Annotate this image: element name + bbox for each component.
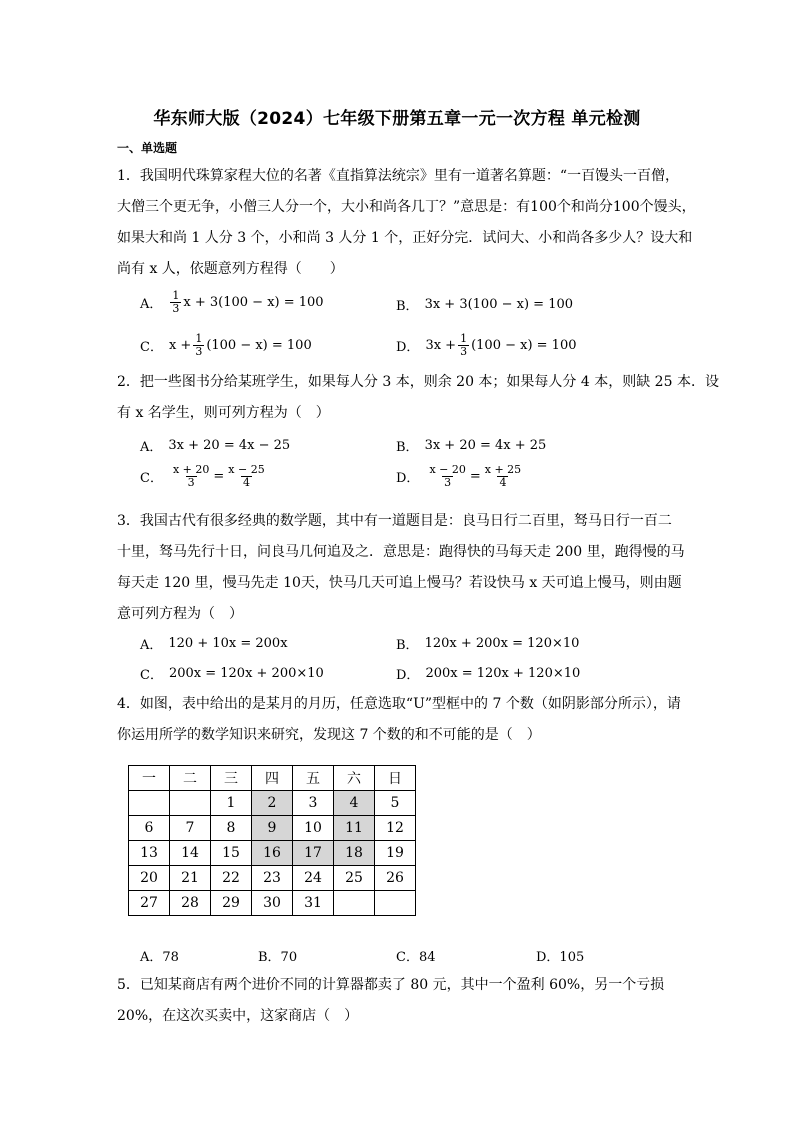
q1-option-c[interactable] (140, 333, 312, 358)
weekday-header: 六 (334, 766, 375, 791)
q3-option-a[interactable] (140, 634, 288, 653)
calendar-cell (129, 791, 170, 816)
fraction: $\frac{1}{3}$ (460, 332, 468, 358)
fraction: $\frac{x + 20}{3}$ (172, 463, 210, 489)
question-line: 每天走 120 里，慢马先走 10天，快马几天可追上慢马？若设快马 x 天可追上慢马，则由题 (117, 575, 682, 591)
question-4-stem (117, 689, 687, 751)
calendar-cell: 12 (375, 816, 416, 841)
option-label: D． (396, 471, 420, 486)
q2-option-b[interactable] (396, 436, 546, 455)
fraction: $\frac{1}{3}$ (172, 289, 180, 315)
question-3-stem (117, 506, 687, 630)
question-line: 你运用所学的数学知识来研究，发现这 7 个数的和不可能的是（ ） (117, 727, 541, 743)
calendar-cell-shaded: 18 (334, 841, 375, 866)
option-label: C． (140, 340, 163, 355)
option-expression: 120 + 10x = 200x (168, 636, 288, 651)
question-5-stem (117, 970, 687, 1032)
option-label: A． (140, 440, 163, 455)
question-line: 3．我国古代有很多经典的数学题，其中有一道题目是：良马日行二百里，驽马日行一百二 (117, 513, 672, 529)
q1-option-b[interactable] (396, 295, 573, 314)
question-2-stem (117, 367, 719, 429)
q2-option-d[interactable] (396, 464, 525, 489)
fraction: $\frac{1}{3}$ (195, 332, 203, 358)
weekday-header: 日 (375, 766, 416, 791)
question-line: 尚有 x 人，依题意列方程得（ ） (117, 261, 344, 277)
q3-option-b[interactable] (396, 634, 579, 653)
question-line: 4．如图，表中给出的是某月的月历，任意选取“U”型框中的 7 个数（如阴影部分所示），请 (117, 696, 681, 712)
weekday-header: 一 (129, 766, 170, 791)
question-line: 有 x 名学生，则可列方程为（ ） (117, 405, 330, 421)
calendar-cell-shaded: 17 (293, 841, 334, 866)
question-line: 20%，在这次买卖中，这家商店（ ） (117, 1008, 359, 1024)
question-line: 十里，驽马先行十日，问良马几何追及之．意思是：跑得快的马每天走 200 里，跑得慢的马 (117, 544, 685, 560)
question-line: 2．把一些图书分给某班学生，如果每人分 3 本，则余 20 本；如果每人分 4 本，则缺 25 本．设 (117, 374, 719, 390)
question-1-stem (117, 161, 696, 285)
equals-sign: = (213, 469, 225, 484)
question-line: 5．已知某商店有两个进价不同的计算器都卖了 80 元，其中一个盈利 60%，另一个亏损 (117, 977, 665, 993)
option-expression-tail: (100 − x) = 100 (471, 338, 577, 353)
question-line: 大僧三个更无争，小僧三人分一个，大小和尚各几丁？”意思是：有100个和尚分100个馒头， (117, 199, 696, 215)
option-expression: x + 3(100 − x) = 100 (183, 295, 324, 310)
q1-option-a[interactable] (140, 290, 324, 315)
option-label: A． (140, 297, 163, 312)
option-label: D． (396, 340, 420, 355)
q2-option-a[interactable] (140, 436, 290, 455)
fraction: $\frac{x - 20}{3}$ (429, 463, 466, 489)
question-line: 1．我国明代珠算家程大位的名著《直指算法统宗》里有一道著名算题：“一百馒头一百僧， (117, 168, 680, 184)
option-expression: 120x + 200x = 120×10 (424, 636, 580, 651)
calendar-cell: 24 (293, 866, 334, 891)
calendar-cell: 5 (375, 791, 416, 816)
calendar-cell: 28 (170, 891, 211, 916)
calendar-table (128, 765, 416, 916)
option-label: D． (396, 668, 420, 683)
q4-option-c[interactable]: C．84 (396, 950, 436, 965)
calendar-cell-shaded: 9 (252, 816, 293, 841)
calendar-cell: 8 (211, 816, 252, 841)
calendar-row (129, 791, 416, 816)
option-expression: 3x + 20 = 4x + 25 (424, 438, 547, 453)
q4-option-a[interactable]: A．78 (140, 950, 179, 965)
calendar-cell-shaded: 4 (334, 791, 375, 816)
calendar-cell: 1 (211, 791, 252, 816)
calendar-cell: 3 (293, 791, 334, 816)
fraction: $\frac{x + 25}{4}$ (484, 463, 522, 489)
calendar-cell: 6 (129, 816, 170, 841)
calendar-header-row (129, 766, 416, 791)
calendar-cell: 20 (129, 866, 170, 891)
q4-option-d[interactable]: D．105 (536, 950, 585, 965)
option-expression-tail: (100 − x) = 100 (206, 338, 312, 353)
calendar-cell-shaded: 16 (252, 841, 293, 866)
calendar-cell: 21 (170, 866, 211, 891)
option-expression-head: x + (168, 338, 192, 353)
calendar-cell: 10 (293, 816, 334, 841)
q1-option-d[interactable] (396, 333, 577, 358)
q3-option-d[interactable] (396, 664, 580, 683)
q4-option-b[interactable]: B．70 (258, 950, 298, 965)
calendar-cell: 25 (334, 866, 375, 891)
calendar-cell (334, 891, 375, 916)
calendar-cell: 29 (211, 891, 252, 916)
calendar-cell: 14 (170, 841, 211, 866)
option-expression-head: 3x + (425, 338, 457, 353)
calendar-cell: 31 (293, 891, 334, 916)
option-label: B． (396, 299, 419, 314)
calendar-cell: 26 (375, 866, 416, 891)
calendar-cell: 27 (129, 891, 170, 916)
q3-option-c[interactable] (140, 664, 324, 683)
option-label: B． (396, 440, 419, 455)
equals-sign: = (469, 469, 481, 484)
calendar-cell: 19 (375, 841, 416, 866)
option-label: C． (140, 471, 163, 486)
q2-option-c[interactable] (140, 464, 269, 489)
weekday-header: 二 (170, 766, 211, 791)
calendar-cell: 23 (252, 866, 293, 891)
option-expression: 3x + 3(100 − x) = 100 (424, 297, 574, 312)
calendar-cell-shaded: 11 (334, 816, 375, 841)
calendar-cell (375, 891, 416, 916)
calendar-row (129, 866, 416, 891)
weekday-header: 四 (252, 766, 293, 791)
calendar-cell: 30 (252, 891, 293, 916)
page-title: 华东师大版（2024）七年级下册第五章一元一次方程 单元检测 (153, 109, 641, 129)
calendar-cell-shaded: 2 (252, 791, 293, 816)
question-line: 意可列方程为（ ） (117, 606, 243, 622)
option-label: C． (140, 668, 163, 683)
option-label: A． (140, 638, 163, 653)
calendar-row (129, 816, 416, 841)
calendar-cell: 15 (211, 841, 252, 866)
weekday-header: 三 (211, 766, 252, 791)
calendar-cell: 22 (211, 866, 252, 891)
fraction: $\frac{x - 25}{4}$ (228, 463, 265, 489)
section-heading: 一、单选题 (117, 141, 178, 155)
calendar-row (129, 841, 416, 866)
weekday-header: 五 (293, 766, 334, 791)
option-expression: 200x = 120x + 200×10 (168, 666, 324, 681)
option-expression: 3x + 20 = 4x − 25 (168, 438, 291, 453)
calendar-row (129, 891, 416, 916)
question-line: 如果大和尚 1 人分 3 个，小和尚 3 人分 1 个，正好分完．试问大、小和尚各多少人？设大和 (117, 230, 693, 246)
calendar-cell: 7 (170, 816, 211, 841)
option-label: B． (396, 638, 419, 653)
calendar-cell (170, 791, 211, 816)
option-expression: 200x = 120x + 120×10 (425, 666, 581, 681)
calendar-cell: 13 (129, 841, 170, 866)
